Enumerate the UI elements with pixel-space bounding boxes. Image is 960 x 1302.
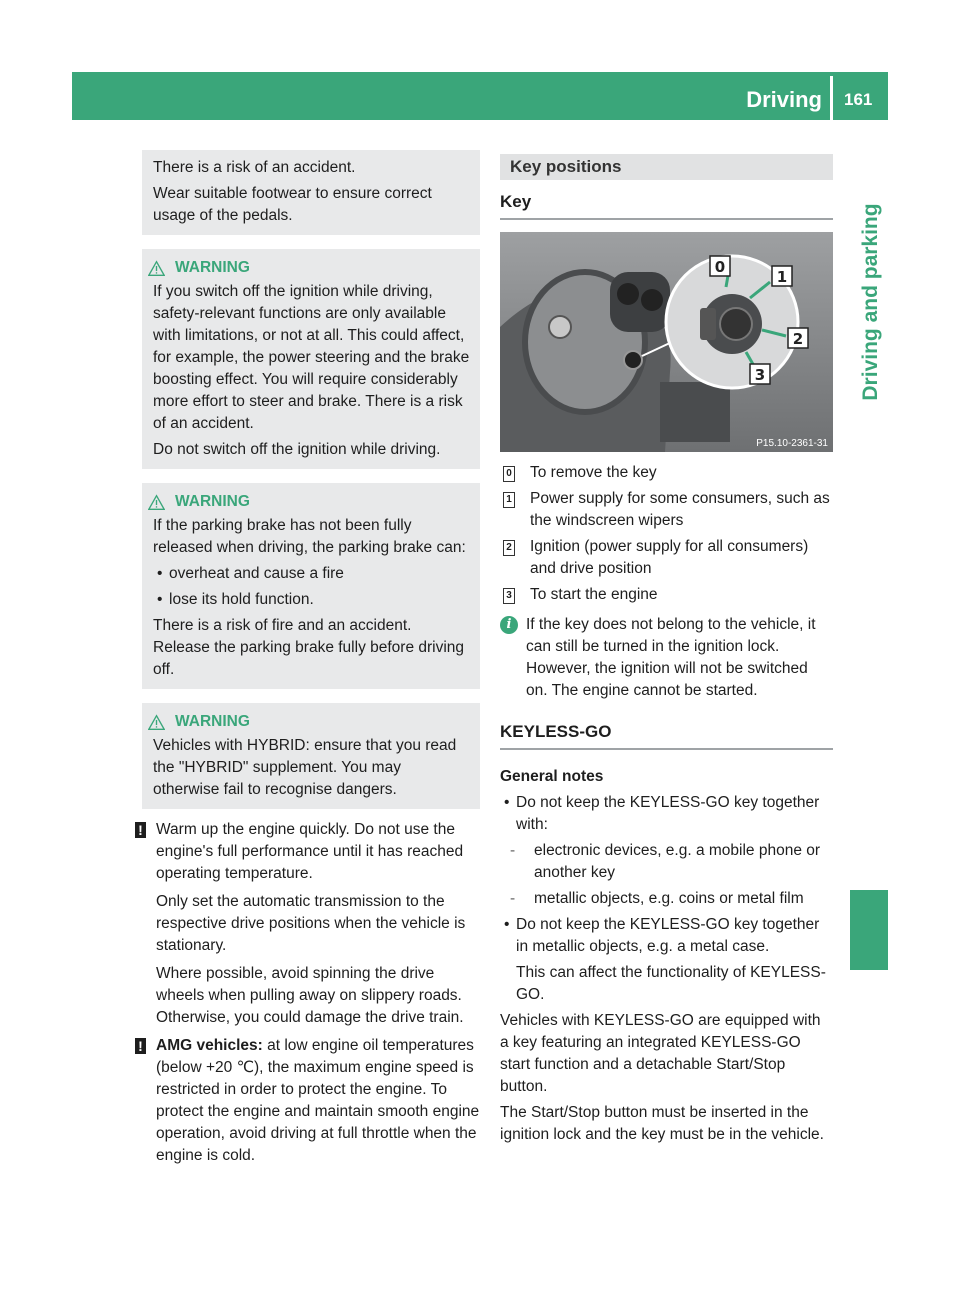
note-text: Where possible, avoid spinning the drive wheels when pulling away on slippery roads. Otherwise, you could damage the drive train. bbox=[156, 965, 464, 1026]
page-number: 161 bbox=[844, 90, 873, 109]
warning-title: WARNING bbox=[142, 257, 470, 279]
notes-dash-item: - electronic devices, e.g. a mobile phone or another key bbox=[500, 840, 833, 884]
image-code: P15.10-2361-31 bbox=[756, 438, 828, 449]
exclamation-icon: ! bbox=[135, 1038, 146, 1054]
notes-paragraph: The Start/Stop button must be inserted in the ignition lock and the key must be in the vehicle. bbox=[500, 1104, 824, 1143]
warning-bullet: • lose its hold function. bbox=[153, 589, 470, 611]
position-number-badge: 2 bbox=[503, 540, 515, 556]
header-divider bbox=[830, 76, 833, 120]
key-position-item: 0 To remove the key bbox=[500, 462, 833, 484]
warning-box bbox=[142, 249, 480, 469]
warning-bullet: • overheat and cause a fire bbox=[153, 563, 470, 585]
side-tab-label: Driving and parking bbox=[859, 203, 882, 401]
header-section-title: Driving bbox=[746, 87, 822, 112]
left-column bbox=[138, 150, 480, 1173]
warning-triangle-icon bbox=[148, 260, 165, 277]
warning-triangle-icon bbox=[148, 714, 165, 731]
risk-box bbox=[142, 150, 480, 235]
position-number-badge: 1 bbox=[503, 492, 515, 508]
position-number-badge: 3 bbox=[503, 588, 515, 604]
warning-text: Vehicles with HYBRID: ensure that you read the "HYBRID" supplement. You may otherwise fail to recognise dangers. bbox=[153, 737, 457, 798]
position-label-3: 3 bbox=[754, 366, 766, 384]
position-label-1: 1 bbox=[776, 268, 788, 286]
risk-line: There is a risk of an accident. bbox=[153, 159, 356, 176]
warning-text: There is a risk of fire and an accident. Release the parking brake fully before driving off. bbox=[153, 617, 465, 678]
position-label-0: 0 bbox=[714, 258, 726, 276]
position-number-badge: 0 bbox=[503, 466, 515, 482]
section-title: Key positions bbox=[500, 154, 833, 180]
key-position-item: 3 To start the engine bbox=[500, 584, 833, 606]
notes-bullet-sub: This can affect the functionality of KEYLESS-GO. bbox=[516, 964, 826, 1003]
warning-text: Do not switch off the ignition while driving. bbox=[153, 441, 441, 458]
notes-paragraph: Vehicles with KEYLESS-GO are equipped with a key featuring an integrated KEYLESS-GO start function and a detachable Start/Stop button. bbox=[500, 1012, 821, 1095]
warning-text: If the parking brake has not been fully released when driving, the parking brake can: bbox=[153, 517, 466, 556]
caution-note bbox=[135, 819, 480, 1029]
note-text: Warm up the engine quickly. Do not use the engine's full performance until it has reached operating temperature. bbox=[156, 821, 464, 882]
key-position-item: 2 Ignition (power supply for all consumers) and drive position bbox=[500, 536, 833, 580]
key-position-item: 1 Power supply for some consumers, such as the windscreen wipers bbox=[500, 488, 833, 532]
warning-box bbox=[142, 483, 480, 689]
notes-dash-item: - metallic objects, e.g. coins or metal film bbox=[500, 888, 833, 910]
caution-note bbox=[135, 1035, 480, 1167]
general-notes-title: General notes bbox=[500, 768, 604, 785]
keyless-go-heading: KEYLESS-GO bbox=[500, 720, 833, 750]
note-text: Only set the automatic transmission to the respective drive positions when the vehicle is stationary. bbox=[156, 893, 466, 954]
right-column bbox=[500, 154, 833, 1150]
info-icon: i bbox=[500, 616, 518, 634]
side-tab-marker bbox=[850, 890, 888, 970]
warning-title: WARNING bbox=[142, 711, 470, 733]
note-text: AMG vehicles: at low engine oil temperatures (below +20 ℃), the maximum engine speed is restricted in order to protect the engine. To protect the engine and maintain smooth engine operation, avoid driving at full throttle when the engine is cold. bbox=[156, 1037, 480, 1164]
warning-box bbox=[142, 703, 480, 809]
position-label-2: 2 bbox=[792, 330, 804, 348]
key-heading: Key bbox=[500, 190, 833, 220]
notes-bullet: • Do not keep the KEYLESS-GO key together in metallic objects, e.g. a metal case. bbox=[500, 914, 833, 958]
risk-line: Wear suitable footwear to ensure correct usage of the pedals. bbox=[153, 185, 432, 224]
ignition-lock-illustration bbox=[500, 232, 833, 452]
warning-title: WARNING bbox=[142, 491, 470, 513]
notes-bullet: • Do not keep the KEYLESS-GO key together with: bbox=[500, 792, 833, 836]
side-tab bbox=[850, 186, 888, 436]
info-note: i If the key does not belong to the vehicle, it can still be turned in the ignition lock. However, the ignition will not be switched on. The engine cannot be started. bbox=[500, 614, 833, 702]
warning-triangle-icon bbox=[148, 494, 165, 511]
exclamation-icon: ! bbox=[135, 822, 146, 838]
warning-text: If you switch off the ignition while driving, safety-relevant functions are only available with limitations, or not at all. This could affect, for example, the power steering and the brake boosting effect. You will require considerably more effort to steer and brake. There is a risk of an accident. bbox=[153, 283, 470, 432]
